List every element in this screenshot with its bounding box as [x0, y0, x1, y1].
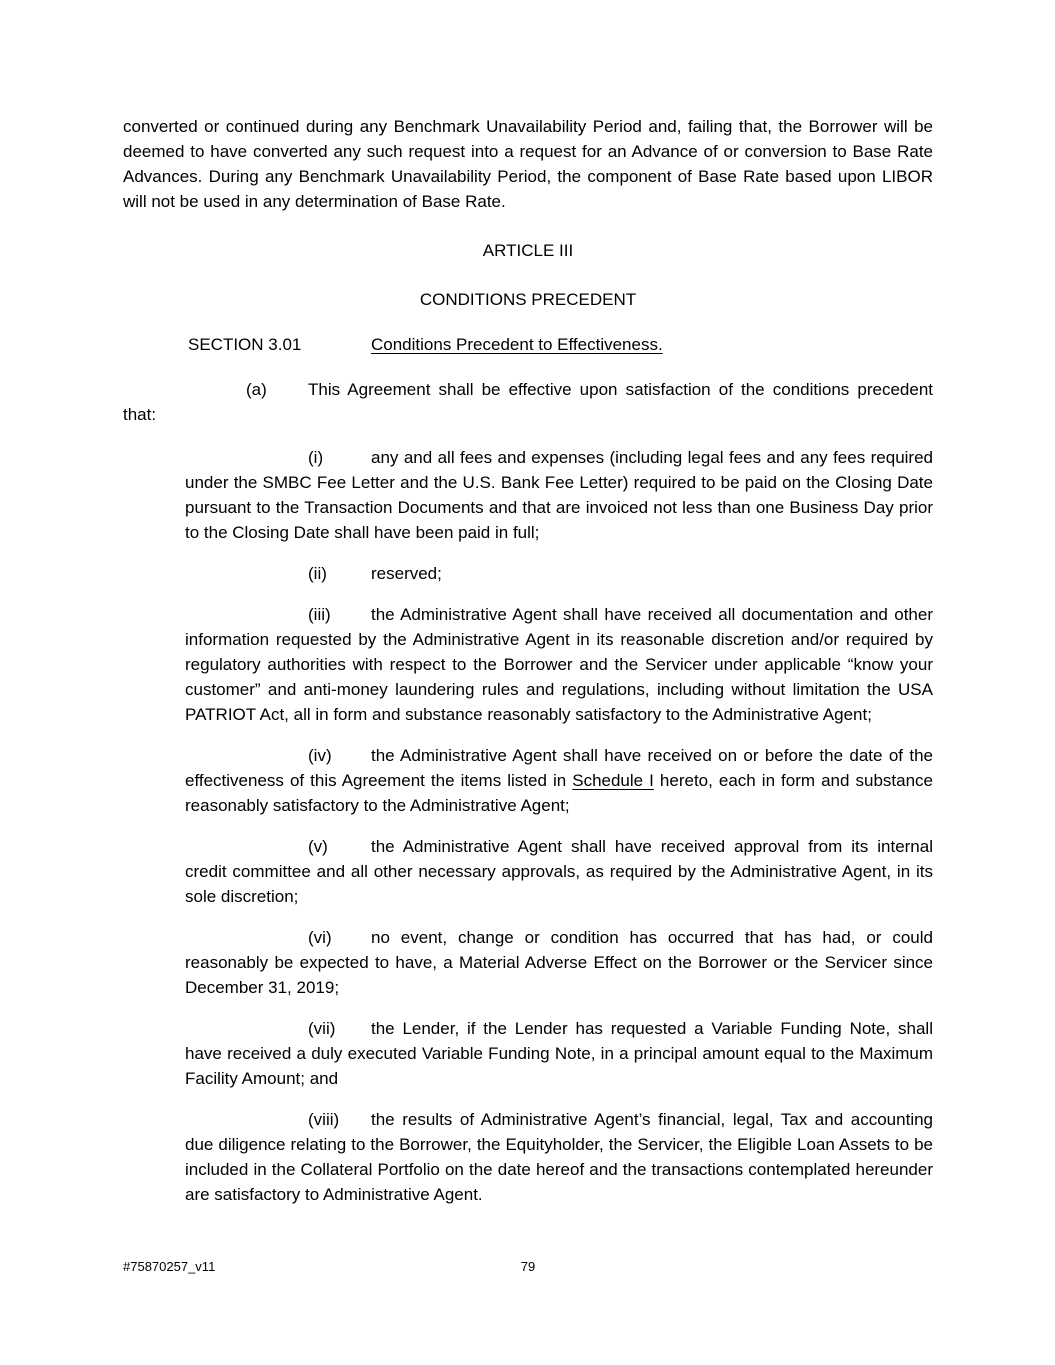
- item-ii-marker: (ii): [308, 564, 327, 583]
- clause-a-paragraph: [123, 377, 933, 427]
- clause-item-viii: [185, 1107, 933, 1207]
- item-vi-marker: (vi): [308, 928, 332, 947]
- clause-item-v: [185, 834, 933, 909]
- item-i-text: any and all fees and expenses (including legal fees and any fees required under the SMBC Fee Letter and the U.S. Bank Fee Letter) required to be paid on the Closing Date pursuant to the Transaction Documents and that are invoiced not less than one Business Day prior to the Closing Date shall have been paid in full;: [185, 448, 933, 542]
- clause-a-text: This Agreement shall be effective upon satisfaction of the conditions precedent that:: [123, 380, 933, 424]
- item-v-marker: (v): [308, 837, 328, 856]
- item-iii-marker: (iii): [308, 605, 331, 624]
- section-title: Conditions Precedent to Effectiveness.: [371, 335, 663, 354]
- item-vii-marker: (vii): [308, 1019, 336, 1038]
- clause-item-iii: [185, 602, 933, 727]
- item-viii-marker: (viii): [308, 1110, 340, 1129]
- item-iv-marker: (iv): [308, 746, 332, 765]
- article-subtitle: CONDITIONS PRECEDENT: [419, 290, 637, 309]
- item-iv-text-after: hereto, each in form and substance reasonably satisfactory to the Administrative Agent;: [185, 771, 933, 815]
- clause-item-iv: [185, 743, 933, 818]
- item-v-text: the Administrative Agent shall have received approval from its internal credit committee and all other necessary approvals, as required by the Administrative Agent, in its sole discretion;: [185, 837, 933, 906]
- schedule-i-reference: Schedule I: [572, 771, 654, 790]
- document-id: #75870257_v11: [123, 1259, 216, 1274]
- section-number: SECTION 3.01: [188, 335, 302, 354]
- clause-item-vii: [185, 1016, 933, 1091]
- item-iv-text-before: the Administrative Agent shall have received on or before the date of the effectiveness of this Agreement the items listed in: [185, 746, 933, 790]
- section-heading: [188, 332, 933, 357]
- item-ii-text: reserved;: [371, 564, 442, 583]
- intro-paragraph: converted or continued during any Benchmark Unavailability Period and, failing that, the Borrower will be deemed to have converted any such request into a request for an Advance of or conversion to Base Rate Advances. During any Benchmark Unavailability Period, the component of Base Rate based upon LIBOR will not be used in any determination of Base Rate.: [123, 117, 933, 211]
- item-iii-text: the Administrative Agent shall have received all documentation and other information requested by the Administrative Agent in its reasonable discretion and/or required by regulatory authorities with respect to the Borrower and the Servicer under applicable “know your customer” and anti-money laundering rules and regulations, including without limitation the USA PATRIOT Act, all in form and substance reasonably satisfactory to the Administrative Agent;: [185, 605, 933, 724]
- item-vi-text: no event, change or condition has occurred that has had, or could reasonably be expected to have, a Material Adverse Effect on the Borrower or the Servicer since December 31, 2019;: [185, 928, 933, 997]
- clause-item-i: [185, 445, 933, 545]
- page-footer: [123, 1258, 933, 1278]
- item-vii-text: the Lender, if the Lender has requested a Variable Funding Note, shall have received a duly executed Variable Funding Note, in a principal amount equal to the Maximum Facility Amount; and: [185, 1019, 933, 1088]
- page-number: 79: [520, 1259, 536, 1274]
- article-heading: ARTICLE III: [482, 241, 574, 260]
- item-viii-text: the results of Administrative Agent’s financial, legal, Tax and accounting due diligence relating to the Borrower, the Equityholder, the Servicer, the Eligible Loan Assets to be included in the Collateral Portfolio on the date hereof and the transactions contemplated hereunder are satisfactory to Administrative Agent.: [185, 1110, 933, 1204]
- clause-item-vi: [185, 925, 933, 1000]
- clause-item-ii: [185, 561, 933, 586]
- clause-a-marker: (a): [246, 380, 267, 399]
- item-i-marker: (i): [308, 448, 324, 467]
